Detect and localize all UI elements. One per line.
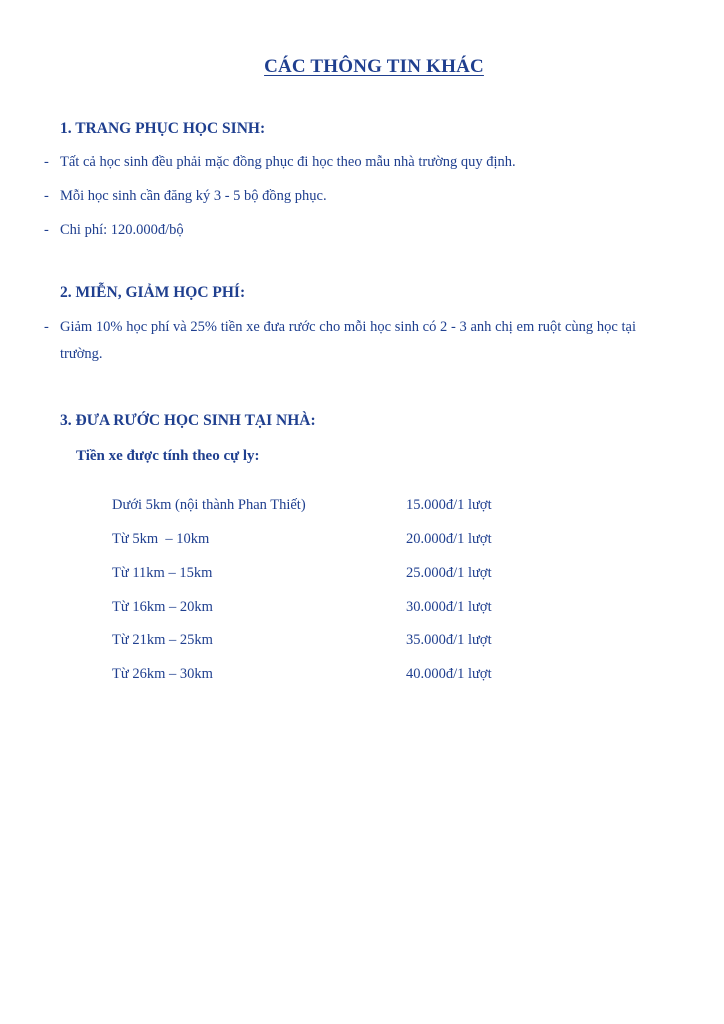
- transport-subheading: Tiền xe được tính theo cự ly:: [76, 448, 260, 464]
- list-item: [44, 314, 636, 368]
- list-item: [44, 149, 644, 176]
- bullet-dash: -: [44, 319, 49, 335]
- list-item-text: Chi phí: 120.000đ/bộ: [60, 222, 184, 238]
- fee-distance: Từ 26km – 30km: [112, 666, 213, 682]
- fee-distance: Từ 21km – 25km: [112, 632, 213, 648]
- list-item-text: Tất cả học sinh đều phải mặc đồng phục đi học theo mẫu nhà trường quy định.: [60, 154, 516, 170]
- section-heading-transport: 3. ĐƯA RƯỚC HỌC SINH TẠI NHÀ:: [60, 412, 316, 429]
- fee-distance: Từ 5km – 10km: [112, 531, 210, 547]
- fee-distance: Dưới 5km (nội thành Phan Thiết): [112, 497, 306, 513]
- section-heading-tuition-discount: 2. MIỄN, GIẢM HỌC PHÍ:: [60, 284, 246, 301]
- bullet-dash: -: [44, 222, 49, 238]
- fee-price: 40.000đ/1 lượt: [406, 666, 492, 682]
- list-item: [44, 183, 644, 210]
- fee-price: 35.000đ/1 lượt: [406, 632, 492, 648]
- fee-price: 20.000đ/1 lượt: [406, 531, 492, 547]
- list-item-text: Mỗi học sinh cần đăng ký 3 - 5 bộ đồng phục.: [60, 188, 327, 204]
- list-item: [44, 217, 644, 244]
- fee-price: 15.000đ/1 lượt: [406, 497, 492, 513]
- bullet-dash: -: [44, 188, 49, 204]
- section-heading-uniform: 1. TRANG PHỤC HỌC SINH:: [60, 120, 266, 137]
- fee-price: 25.000đ/1 lượt: [406, 565, 492, 581]
- fee-distance: Từ 16km – 20km: [112, 599, 213, 615]
- bullet-dash: -: [44, 154, 49, 170]
- list-item-text: Giảm 10% học phí và 25% tiền xe đưa rước cho mỗi học sinh có 2 - 3 anh chị em ruột cùng học tại trường.: [60, 319, 636, 362]
- page-title: CÁC THÔNG TIN KHÁC: [264, 56, 484, 77]
- fee-price: 30.000đ/1 lượt: [406, 599, 492, 615]
- fee-distance: Từ 11km – 15km: [112, 565, 213, 581]
